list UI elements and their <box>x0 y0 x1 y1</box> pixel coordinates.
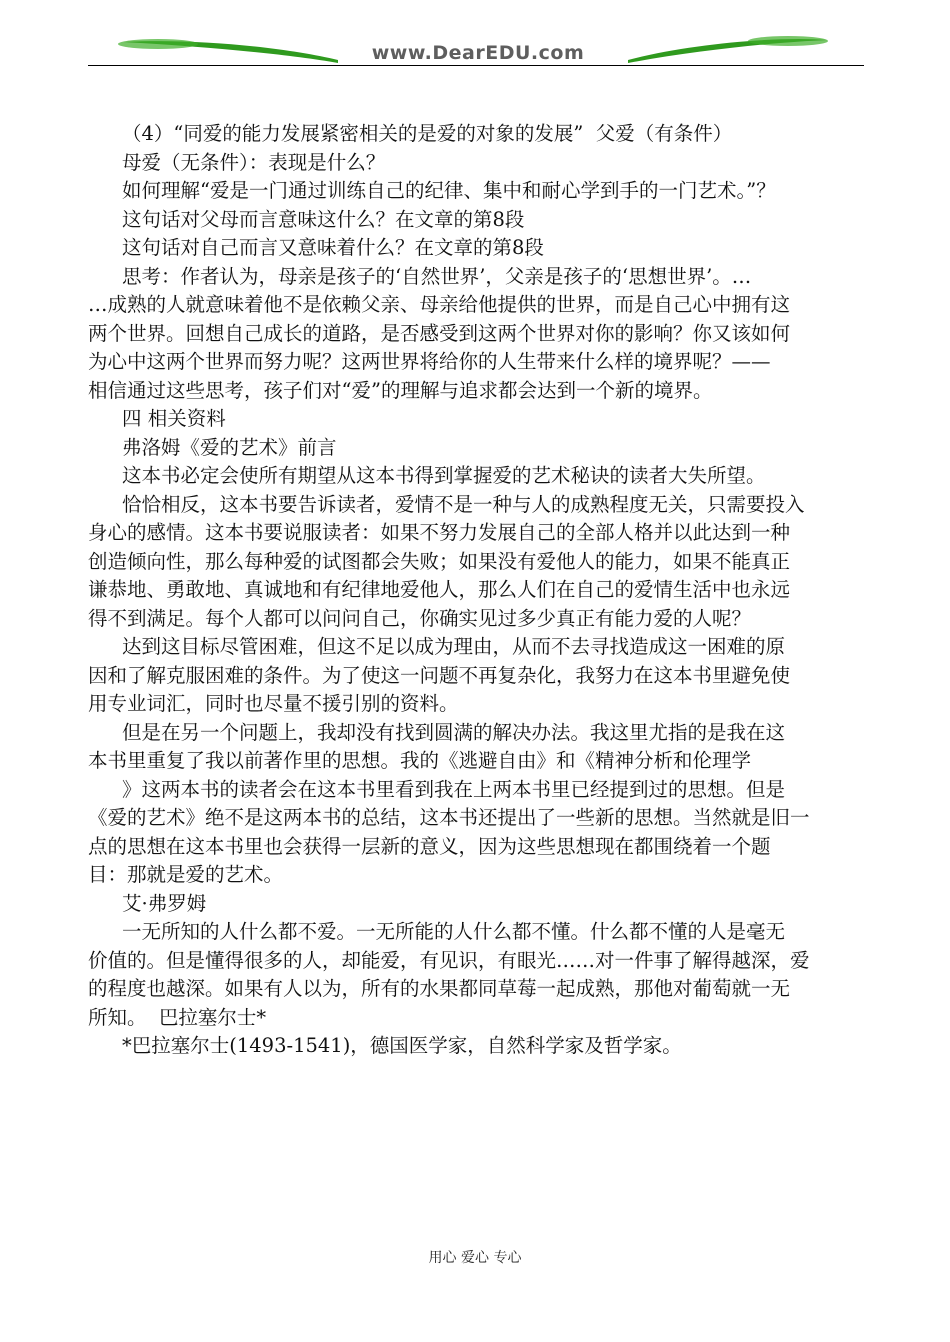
text-line: 创造倾向性，那么每种爱的试图都会失败；如果没有爱他人的能力，如果不能真正 <box>88 549 791 573</box>
text-line: 达到这目标尽管困难，但这不足以成为理由，从而不去寻找造成这一困难的原 <box>122 635 786 658</box>
text-line: 的程度也越深。如果有人以为，所有的水果都同草莓一起成熟，那他对葡萄就一无 <box>88 977 791 1000</box>
text-line: 《爱的艺术》绝不是这两本书的总结，这本书还提出了一些新的思想。当然就是旧一 <box>88 806 810 829</box>
text-line: 母爱（无条件）：表现是什么？ <box>122 150 386 174</box>
text-line: 一无所知的人什么都不爱。一无所能的人什么都不懂。什么都不懂的人是毫无 <box>122 920 786 943</box>
text-line: 点的思想在这本书里也会获得一层新的意义，因为这些思想现在都围绕着一个题 <box>88 834 771 858</box>
text-line: 这本书必定会使所有期望从这本书得到掌握爱的艺术秘诀的读者大失所望。 <box>122 464 766 487</box>
text-line: （4）“同爱的能力发展紧密相关的是爱的对象的发展” 父爱（有条件） <box>122 122 733 145</box>
page-footer: 用心 爱心 专心 <box>428 1250 522 1266</box>
text-line: 这句话对父母而言意味这什么？在文章的第8段 <box>122 207 525 231</box>
text-line: 价值的。但是懂得很多的人，却能爱，有见识，有眼光……对一件事了解得越深，爱 <box>88 948 810 972</box>
text-line: 相信通过这些思考，孩子们对“爱”的理解与追求都会达到一个新的境界。 <box>88 378 713 402</box>
text-line: 弗洛姆《爱的艺术》前言 <box>122 435 337 459</box>
text-line: 身心的感情。这本书要说服读者：如果不努力发展自己的全部人格并以此达到一种 <box>88 521 791 544</box>
text-line: 四 相关资料 <box>122 407 226 430</box>
text-line: 本书里重复了我以前著作里的思想。我的《逃避自由》和《精神分析和伦理学 <box>88 749 752 772</box>
text-line: 》这两本书的读者会在这本书里看到我在上两本书里已经提到过的思想。但是 <box>122 777 786 801</box>
text-line: 得不到满足。每个人都可以问问自己，你确实见过多少真正有能力爱的人呢？ <box>88 606 752 630</box>
text-line: 但是在另一个问题上，我却没有找到圆满的解决办法。我这里尤指的是我在这 <box>122 720 786 744</box>
text-line: 这句话对自己而言又意味着什么？在文章的第8段 <box>122 236 544 259</box>
site-url[interactable]: www.DearEDU.com <box>371 42 585 64</box>
text-line: 谦恭地、勇敢地、真诚地和有纪律地爱他人，那么人们在自己的爱情生活中也永远 <box>88 578 791 601</box>
text-line: 如何理解“爱是一门通过训练自己的纪律、集中和耐心学到手的一门艺术。”？ <box>122 179 776 202</box>
text-line: 因和了解克服困难的条件。为了使这一问题不再复杂化，我努力在这本书里避免使 <box>88 663 791 687</box>
text-line: 恰恰相反，这本书要告诉读者，爱情不是一种与人的成熟程度无关，只需要投入 <box>122 492 805 516</box>
site-header <box>88 30 864 74</box>
text-line: 目：那就是爱的艺术。 <box>88 863 284 886</box>
text-line: 两个世界。回想自己成长的道路，是否感受到这两个世界对你的影响？你又该如何 <box>88 321 791 345</box>
text-line: *巴拉塞尔士(1493-1541)，德国医学家，自然科学家及哲学家。 <box>122 1034 682 1057</box>
document-body <box>88 120 878 1061</box>
text-line: 用专业词汇，同时也尽量不援引别的资料。 <box>88 692 459 715</box>
header-rule <box>88 65 864 66</box>
text-line: …成熟的人就意味着他不是依赖父亲、母亲给他提供的世界，而是自己心中拥有这 <box>88 293 791 316</box>
text-line: 所知。 巴拉塞尔士* <box>88 1005 267 1029</box>
text-line: 艾·弗罗姆 <box>122 891 207 915</box>
text-line: 为心中这两个世界而努力呢？这两世界将给你的人生带来什么样的境界呢？—— <box>88 350 771 373</box>
text-line: 思考：作者认为，母亲是孩子的‘自然世界’，父亲是孩子的‘思想世界’。… <box>122 264 752 288</box>
